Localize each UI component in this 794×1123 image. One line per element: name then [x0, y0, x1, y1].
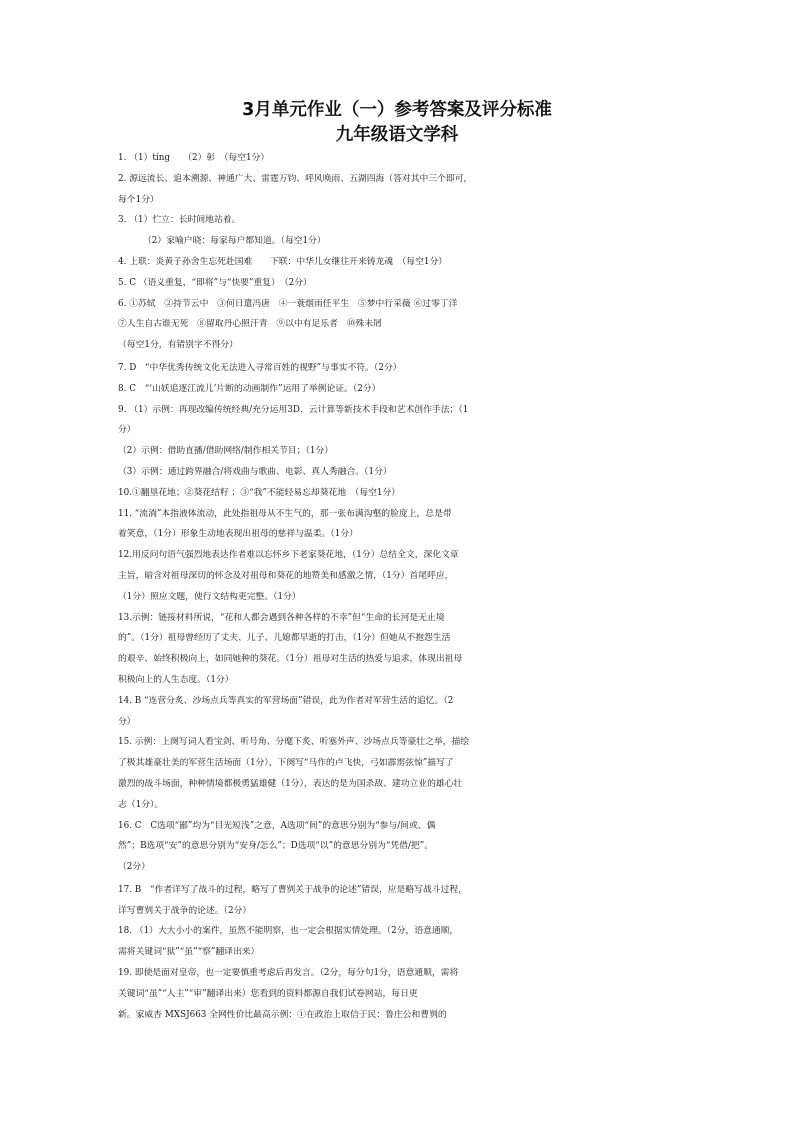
document-title: 3月单元作业（一）参考答案及评分标准	[242, 100, 552, 120]
answer-line: 11. “流淌”本指液体流动，此处指祖母从不生气的，那一张布满沟壑的脸庞上，总是带	[118, 508, 452, 519]
answer-line: 着笑意，（1分）形象生动地表现出祖母的慈祥与温柔。（1分）	[118, 529, 358, 540]
answer-line: 关键词“虽”“人主”“审”翻译出来）您看到的资料都源自我们试卷网站，每日更	[118, 988, 418, 999]
answer-body	[118, 148, 680, 1025]
answer-line: 2. 源远流长、追本溯源、神通广大、雷霆万钧、呼风唤雨、五湖四海（答对其中三个即可，	[118, 173, 473, 184]
answer-line: 的”。（1分）祖母曾经历了丈夫、儿子、儿媳都早逝的打击，（1分）但她从不抱怨生活	[118, 633, 451, 644]
answer-line: 5. C （语义重复，“即将”与“快要”重复） （2分）	[118, 277, 312, 288]
answer-line: （2）示例：借助直播/借助网络/制作相关节目；（1分）	[118, 446, 334, 457]
answer-line: 15. 示例：上阕写词人看宝剑、听号角、分麾下炙、听塞外声、沙场点兵等豪壮之举，描绘	[118, 737, 470, 748]
answer-line: （2）家喻户晓：每家每户都知道。（每空1分）	[143, 236, 326, 247]
answer-line: 志（1分）。	[118, 799, 164, 810]
answer-line: 14. B “连营分炙、沙场点兵等真实的军营场面”错误，此为作者对军营生活的追忆。（2	[118, 695, 454, 706]
answer-line: 的艰辛、始终积极向上，如同她种的葵花。（1分）祖母对生活的热爱与追求，体现出祖母	[118, 654, 463, 665]
answer-line: 19. 即使是面对皇帝，也一定要慎重考虑后再发言。（2分，每分句1分，语意通顺，需将	[118, 968, 459, 979]
answer-line: 7. D “中华优秀传统文化无法进入寻常百姓的视野”与事实不符。（2分）	[118, 362, 402, 373]
answer-line: 需将关键词“狱”“虽”“察”翻译出来）	[118, 947, 260, 958]
answer-line: 新。家威杏 MXSJ663 全网性价比最高示例：①在政治上取信于民：鲁庄公和曹刿的	[118, 1009, 447, 1020]
answer-line: 3. （1）伫立：长时间地站着。	[118, 215, 241, 226]
answer-line: 积极向上的人生态度。（1分）	[118, 674, 234, 685]
answer-line: ⑦人生自古谁无死 ⑧留取丹心照汗青 ⑨以中有足乐者 ⑩殊未屑	[118, 319, 382, 330]
answer-line: 1. （1）tíng （2）彰 （每空1分）	[118, 153, 270, 163]
answer-line: 分）	[118, 716, 136, 727]
answer-line: 13.示例：链接材料所说，“花和人都会遇到各种各样的不幸”但“生命的长河是无止境	[118, 612, 445, 623]
answer-line: 了极其雄豪壮美的军营生活场面（1分），下阕写“马作的卢飞快，弓如霹雳弦惊”描写了	[118, 758, 454, 769]
answer-line: 17. B “作者详写了战斗的过程，略写了曹刿关于战争的论述”错误，应是略写战斗过程，	[118, 884, 467, 895]
answer-line: （1分）照应文题，使行文结构更完整。（1分）	[118, 591, 301, 602]
answer-line: 12.用反问句语气强烈地表达作者难以忘怀乡下老家葵花地，（1分）总结全文，深化文章	[118, 550, 459, 561]
answer-line: （每空1分，有错别字不得分）	[118, 340, 238, 351]
answer-line: 然”；B选项“安”的意思分别为“安身/怎么”；D选项“以”的意思分别为“凭借/把”。	[118, 841, 434, 852]
answer-line: （2分）	[118, 862, 150, 873]
answer-line: 6. ①苏轼 ②持节云中 ③何日遣冯唐 ④一蓑烟雨任平生 ⑤梦中行采薇 ⑥过零丁洋	[118, 298, 458, 309]
answer-line: 9. （1）示例：再现改编传统经典/充分运用3D、云计算等新技术手段和艺术创作手法；（1	[118, 404, 469, 415]
answer-line: 16. C C选项“鄙”均为“目光短浅”之意，A选项“间”的意思分别为“参与/间或、偶	[118, 820, 436, 831]
answer-line: 8. C “‘山妖追逐江流儿’片断的动画制作”运用了举例论证。（2分）	[118, 383, 381, 394]
answer-line: 每个1分）	[118, 194, 159, 205]
answer-line: 主旨，暗含对祖母深切的怀念及对祖母和葵花的地赞美和感激之情，（1分）首尾呼应，	[118, 570, 454, 581]
answer-line: 分）	[118, 425, 136, 436]
answer-line: 详写曹刿关于战争的论述。（2分）	[118, 905, 252, 916]
answer-line: 18. （1）大大小小的案件，虽然不能明察，也一定会根据实情处理。（2分，语意通顺，	[118, 926, 459, 937]
answer-line: 4. 上联：炎黄子孙舍生忘死赴国难 下联：中华儿女继往开来铸龙魂 （每空1分）	[118, 256, 448, 267]
answer-line: 10.①翻垦花地；②葵花结籽 ；③“我”不能轻易忘却葵花地 （每空1分）	[118, 487, 401, 498]
answer-line: （3）示例：通过跨界融合/将戏曲与歌曲、电影、真人秀融合。（1分）	[118, 466, 392, 477]
document-subtitle: 九年级语文学科	[335, 125, 459, 145]
answer-line: 激烈的战斗场面，种种情境都极勇猛雄健（1分），表达的是为国杀敌、建功立业的雄心壮	[118, 778, 463, 789]
